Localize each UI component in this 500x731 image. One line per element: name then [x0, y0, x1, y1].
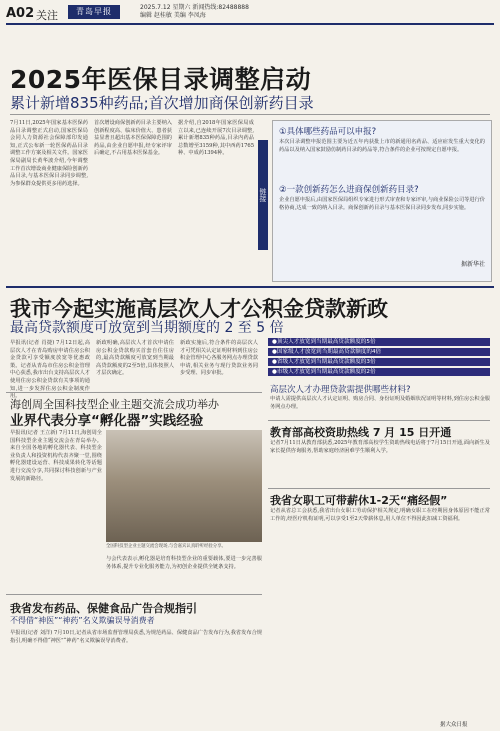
- story1-col1: 7月11日,2025年国家基本医保药品目录调整正式启动,国家医保局会同人力资源社会保障部印发通知,正式公布新一轮医保药品目录调整工作方案及相关文件。国家医保局副局长黄华波介绍,今年调整工作首次增设商业健康保险创新药品目录,与基本医保目录同步调整,为参保群众提供更多用药选择。: [10, 120, 88, 187]
- story6-credit: 据大众日报: [440, 722, 468, 728]
- story1-col2: 首次增设商保创新药目录主要纳入创新程度高、临床价值大、患者获益显著且超出基本医保保障范围的药品,由企业自愿申报,经专家评审后确定,不占用基本医保基金。: [94, 120, 172, 157]
- story2-title: 我市今起实施高层次人才公积金贷款新政: [10, 297, 388, 321]
- section-divider-2: [6, 392, 262, 393]
- story2-subtitle: 最高贷款额度可放宽到当期额度的 2 至 5 倍: [10, 320, 284, 336]
- section-divider-3: [268, 420, 490, 421]
- story4-text: 记者7月11日从教育部获悉,2025年教育部高校学生资助热线电话将于7月15日开通,面向新生及家长提供咨询服务,帮助家庭经济困难学生顺利入学。: [270, 440, 490, 454]
- story1-subtitle: 累计新增835种药品;首次增加商保创新药目录: [10, 94, 314, 112]
- story1-rule: [10, 114, 490, 115]
- story5-text: 早报讯(记者 刘洋) 7月10日,记者从省市场监督管理局获悉,为规范药品、保健食品广告发布行为,我省发布合规指引,明确不得借“神医”“神药”名义欺骗误导消费者。: [10, 630, 262, 644]
- story2-qa-text: 申请人需提供高层次人才认定证明、购房合同、身份证明及婚姻状况证明等材料,到住房公积金服务网点办理。: [270, 396, 490, 410]
- story3-photo: [106, 430, 262, 542]
- story2-col3: 新政实施后,符合条件的高层次人才可凭相关认定证明材料到住房公积金管理中心各服务网点办理贷款申请,相关业务与现行贷款业务同步受理、同步审批。: [180, 340, 258, 377]
- date-line: 2025.7.12 星期六 新闻热线:82488888: [140, 4, 249, 11]
- story1-credit: 据新华社: [460, 261, 485, 268]
- story3-caption: 全国科技型企业主题交流会现场,与会嘉宾认真聆听经验分享。: [106, 544, 226, 549]
- newspaper-logo: 青岛早报: [68, 5, 120, 19]
- story3-text: 早报讯(记者 王立新) 7月11日,海创周全国科技型企业主题交流会在青岛举办。来自全国各地的孵化器代表、科技型企业负责人和投资机构代表齐聚一堂,围绕孵化器建设运营、科技成果转化等话题进行交流分享,共同探讨科技创新与产业发展的新路径。: [10, 430, 102, 482]
- story3-kicker: 海创周全国科技型企业主题交流会成功举办: [10, 398, 219, 411]
- bullet-item: ●省级人才放宽到当期最高贷款额度的3倍: [268, 358, 490, 366]
- story2-col1: 早报讯(记者 肖捷) 7月12日起,高层次人才在青岛购房申请住房公积金贷款可享受额度放宽等优惠政策。记者从青岛市住房公积金管理中心获悉,我市出台支持高层次人才使用住房公积金贷款有关事项的通知,进一步发挥住房公积金制度作用。: [10, 340, 90, 400]
- story1-col3: 据介绍,自2018年国家医保局成立以来,已连续开展7次目录调整,累计新增835种药品,目录内药品总数增至3159种,其中西药1765种、中成药1394种。: [178, 120, 254, 157]
- story5-subtitle: 不得借“神医”“神药”名义欺骗误导消费者: [10, 616, 155, 625]
- faq-question-2: ②一款创新药怎么进商保创新药目录?: [279, 185, 419, 195]
- story1-title: 2025年医保目录调整启动: [10, 65, 312, 94]
- story4-title: 教育部高校资助热线 7 月 15 日开通: [270, 426, 452, 439]
- header-rule: [6, 23, 494, 25]
- story3-text2: 与会代表表示,孵化器是培育科技型企业的重要载体,要进一步完善服务体系,提升专业化服务能力,为初创企业提供全链条支持。: [106, 556, 262, 570]
- section-divider-1: [6, 286, 494, 288]
- faq-answer-1: 本次目录调整申报范围主要为近五年内获批上市的新通用名药品、适应症发生重大变化的药品以及纳入国家鼓励仿制药目录的药品等,符合条件的企业可按规定自愿申报。: [279, 139, 485, 153]
- faq-answer-2: 企业自愿申报后,由国家医保局组织专家进行形式审查和专家评审,与商业保险公司等进行价格协商,达成一致的纳入目录。商保创新药目录与基本医保目录同步发布,同步实施。: [279, 197, 485, 211]
- bullet-item: ●市级人才放宽到当期最高贷款额度的2倍: [268, 368, 490, 376]
- section-divider-5: [6, 594, 262, 595]
- story2-col2: 新政明确,高层次人才首次申请住房公积金贷款购买首套自住住房的,最高贷款额度可放宽到当期最高贷款额度的2至5倍,具体按照人才层次确定。: [96, 340, 174, 377]
- story1-faq-box: [272, 120, 492, 282]
- header-meta: [140, 4, 249, 20]
- section-name: 关注: [36, 9, 58, 22]
- faq-question-1: ①具体哪些药品可以申报?: [279, 127, 377, 137]
- story3-title: 业界代表分享“孵化器”实践经验: [10, 413, 204, 429]
- link-label: 链接: [258, 140, 268, 250]
- story5-title: 我省发布药品、保健食品广告合规指引: [10, 602, 197, 615]
- story6-text: 记者从省总工会获悉,我省出台女职工劳动保护相关规定,明确女职工在经期因身体原因不能正常工作的,经医疗机构证明,可以享受1至2天带薪休息,用人单位不得因此扣减工资福利。: [270, 508, 490, 522]
- story2-qa-title: 高层次人才办理贷款需提供哪些材料?: [270, 385, 411, 395]
- page-number: A02: [6, 6, 35, 21]
- bullet-item: ●国家级人才放宽到当期最高贷款额度的4倍: [268, 348, 490, 356]
- editor-line: 编辑 赵桂敏 美编 李凤海: [140, 12, 206, 19]
- bullet-item: ●顶尖人才放宽到当期最高贷款额度的5倍: [268, 338, 490, 346]
- section-divider-4: [268, 488, 490, 489]
- story2-bullet-box: [268, 338, 490, 378]
- story6-title: 我省女职工可带薪休1-2天“痛经假”: [270, 494, 448, 507]
